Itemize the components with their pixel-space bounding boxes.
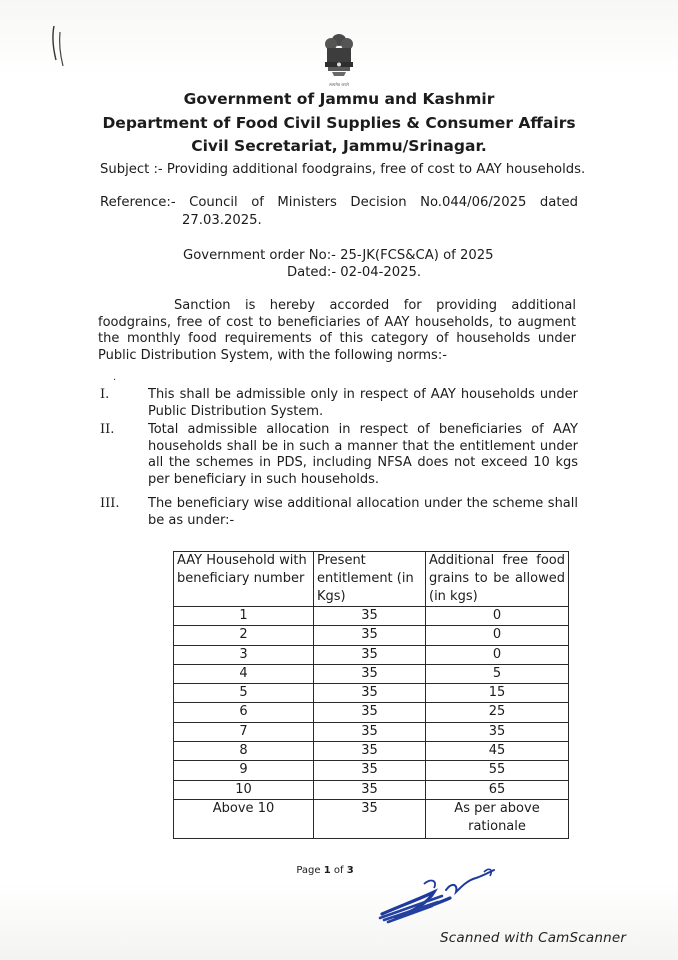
page-number xyxy=(0,865,650,876)
page-total: 3 xyxy=(346,865,354,876)
norm-item xyxy=(100,496,578,529)
header-government: Government of Jammu and Kashmir xyxy=(183,90,495,108)
table-cell: 0 xyxy=(426,626,569,645)
table-row xyxy=(174,799,569,838)
signature-mark xyxy=(372,862,502,932)
column-header: Present entitlement (in Kgs) xyxy=(314,552,426,607)
norm-numeral: III. xyxy=(100,496,120,511)
column-header: Additional free food grains to be allowed (in kgs) xyxy=(426,552,569,607)
norm-item xyxy=(100,422,578,488)
table-cell: 1 xyxy=(174,607,314,626)
table-row xyxy=(174,626,569,645)
table-cell: 9 xyxy=(174,761,314,780)
table-row xyxy=(174,645,569,664)
table-cell: 35 xyxy=(314,742,426,761)
table-cell: 0 xyxy=(426,645,569,664)
table-cell: 35 xyxy=(426,722,569,741)
table-cell: 8 xyxy=(174,742,314,761)
national-emblem-icon xyxy=(318,32,360,82)
reference-word: dated xyxy=(539,195,578,210)
norm-text: The beneficiary wise additional allocation under the scheme shall be as under:- xyxy=(148,496,578,528)
sanction-paragraph xyxy=(98,298,576,364)
table-row xyxy=(174,761,569,780)
emblem-motto: सत्यमेव जयते xyxy=(329,82,349,86)
table-cell: 35 xyxy=(314,607,426,626)
table-cell: 35 xyxy=(314,703,426,722)
reference-word: of xyxy=(251,195,264,210)
norm-text: Total admissible allocation in respect of beneficiaries of AAY households shall be in such a manner that the entitlement under all the schemes in PDS, including NFSA does not exceed 10 kgs per beneficiary in such households. xyxy=(148,422,578,487)
reference-block xyxy=(100,195,578,228)
table-cell: 6 xyxy=(174,703,314,722)
table-cell: 35 xyxy=(314,761,426,780)
table-cell: 35 xyxy=(314,684,426,703)
table-header-row xyxy=(174,552,569,607)
norm-text: This shall be admissible only in respect of AAY households under Public Distribution System. xyxy=(148,387,578,419)
table-cell: 15 xyxy=(426,684,569,703)
table-cell: 2 xyxy=(174,626,314,645)
norm-numeral: II. xyxy=(100,422,115,437)
table-cell: 25 xyxy=(426,703,569,722)
table-cell: Above 10 xyxy=(174,799,314,838)
page-of: of xyxy=(333,865,344,876)
order-number: Government order No:- 25-JK(FCS&CA) of 2025 xyxy=(183,248,494,263)
table-cell: 35 xyxy=(314,626,426,645)
table-row xyxy=(174,703,569,722)
table-cell: 3 xyxy=(174,645,314,664)
table-cell: 65 xyxy=(426,780,569,799)
government-order-block xyxy=(0,248,678,280)
table-cell: 55 xyxy=(426,761,569,780)
reference-word: Decision xyxy=(350,195,407,210)
table-cell: 5 xyxy=(174,684,314,703)
table-cell: 5 xyxy=(426,664,569,683)
table-cell: 10 xyxy=(174,780,314,799)
scanner-watermark: Scanned with CamScanner xyxy=(440,930,627,946)
order-date: Dated:- 02-04-2025. xyxy=(287,265,422,280)
table-cell: 35 xyxy=(314,722,426,741)
table-row xyxy=(174,664,569,683)
table-cell: 35 xyxy=(314,664,426,683)
pen-mark xyxy=(48,22,70,70)
reference-word: Council xyxy=(189,195,238,210)
subject-line: Subject :- Providing additional foodgrains, free of cost to AAY households. xyxy=(100,162,586,177)
page-label: Page xyxy=(296,865,321,876)
sanction-text: Sanction is hereby accorded for providing additional foodgrains, free of cost to beneficiaries of AAY households, to augment the monthly food requirements of this category of households under Public Distribution System, with the following norms:- xyxy=(98,298,576,363)
table-cell: 0 xyxy=(426,607,569,626)
table-cell: As per above rationale xyxy=(426,799,569,838)
norm-item xyxy=(100,387,578,420)
table-cell: 35 xyxy=(314,799,426,838)
header-secretariat: Civil Secretariat, Jammu/Srinagar. xyxy=(191,137,487,155)
table-cell: 35 xyxy=(314,645,426,664)
table-cell: 45 xyxy=(426,742,569,761)
table-cell: 4 xyxy=(174,664,314,683)
header-department: Department of Food Civil Supplies & Consumer Affairs xyxy=(102,114,576,132)
table-cell: 7 xyxy=(174,722,314,741)
table-row xyxy=(174,684,569,703)
reference-label: Reference:- xyxy=(100,195,176,210)
norm-numeral: I. xyxy=(100,387,110,402)
table-row xyxy=(174,607,569,626)
table-row xyxy=(174,722,569,741)
allocation-table xyxy=(173,551,569,839)
reference-date: 27.03.2025. xyxy=(182,213,262,228)
table-row xyxy=(174,780,569,799)
page-current: 1 xyxy=(323,865,331,876)
table-row xyxy=(174,742,569,761)
stray-mark: . xyxy=(113,372,117,383)
reference-decision-no: No.044/06/2025 xyxy=(420,195,527,210)
reference-word: Ministers xyxy=(277,195,337,210)
table-cell: 35 xyxy=(314,780,426,799)
column-header: AAY Household with beneficiary number xyxy=(174,552,314,607)
